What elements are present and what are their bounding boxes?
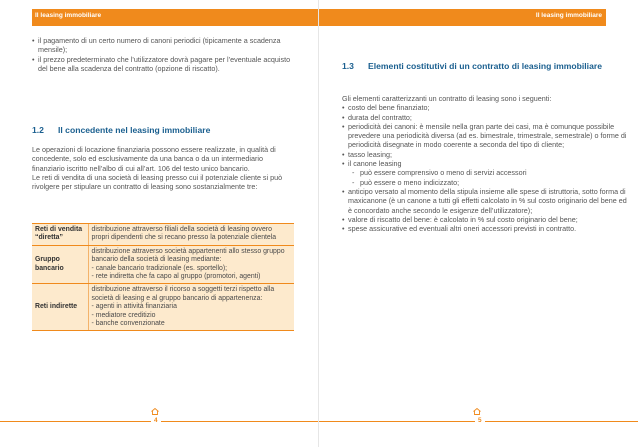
right-body (342, 94, 627, 233)
table-label: Reti di vendita “diretta” (32, 224, 88, 246)
list-item: • anticipo versato al momento della stipula insieme alle spese di istruttoria, sotto forma di maxicanone (è un canone a tutti gli effetti calcolato in % sul costo originario del bene ed è concordato anche secondo le esigenze dell’utilizzatore); (342, 187, 627, 215)
table-line: distribuzione attraverso il ricorso a soggetti terzi rispetto alla società di leasing e al gruppo bancario di appartenenza: (91, 286, 275, 302)
left-intro (32, 36, 294, 73)
section-title: Il concedente nel leasing immobiliare (58, 125, 211, 135)
left-header-title: Il leasing immobiliare (35, 12, 102, 19)
list-item: • il prezzo predeterminato che l’utilizzatore dovrà pagare per l’eventuale acquisto del bene alla scadenza del contratto (opzione di riscatto). (32, 55, 294, 74)
table-line: - rete indiretta che fa capo al gruppo (promotori, agenti) (91, 273, 261, 281)
table-line: - canale bancario tradizionale (es. sportello); (91, 264, 228, 272)
list-item: • durata del contratto; (342, 113, 627, 122)
table-line: - agenti in attività finanziaria (91, 303, 177, 311)
right-header-bar (319, 9, 606, 26)
elements-list (342, 103, 627, 233)
table-desc (88, 245, 294, 284)
table-row (32, 284, 294, 331)
table-line: distribuzione attraverso società appartenenti allo stesso gruppo bancario della società di leasing mediante: (91, 247, 285, 264)
intro-paragraph: Gli elementi caratterizzanti un contratto di leasing sono i seguenti: (342, 94, 552, 103)
table-desc (88, 284, 294, 331)
house-icon (151, 408, 159, 415)
paragraph: Le reti di vendita di una società di leasing presso cui il potenziale cliente si può rivolgere per stipulare un contratto di leasing sono sostanzialmente tre: (32, 172, 283, 192)
right-page (319, 0, 638, 447)
section-number: 1.2 (32, 125, 44, 135)
list-item: • periodicità dei canoni: è mensile nella gran parte dei casi, ma è comunque possibile prevedere una periodicità diversa (ad es. bimestrale, trimestrale, semestrale) o forme di periodicità disegnate in modo coerente a seconda del tipo di cliente; (342, 122, 627, 150)
sales-network-table (32, 223, 294, 331)
section-heading-1-2 (32, 125, 294, 135)
right-header-title: Il leasing immobiliare (535, 12, 602, 19)
list-item: • tasso leasing; (342, 150, 627, 159)
table-desc (88, 224, 294, 246)
paragraph: Le operazioni di locazione finanziaria possono essere realizzate, in qualità di concedente, solo ed esclusivamente da una banca o da un intermediario finanziario iscritto nell’albo di cui all’art. 106 del testo unico bancario. (32, 145, 276, 173)
page-number: 5 (475, 417, 485, 424)
list-item (342, 159, 627, 187)
house-icon (473, 408, 481, 415)
list-item: • costo del bene finanziato; (342, 103, 627, 112)
sub-list-item: - può essere comprensivo o meno di servizi accessori (348, 168, 627, 177)
list-item: • spese assicurative ed eventuali altri oneri accessori previsti in contratto. (342, 224, 627, 233)
list-item: • valore di riscatto del bene: è calcolato in % sul costo originario del bene; (342, 215, 627, 224)
list-item: • il pagamento di un certo numero di canoni periodici (tipicamente a scadenza mensile); (32, 36, 294, 55)
table-line: - mediatore creditizio (91, 311, 156, 319)
table-label: Reti indirette (32, 284, 88, 331)
left-header-bar (32, 9, 319, 26)
left-intro-bullets (32, 36, 294, 73)
table-line: - banche convenzionate (91, 320, 165, 328)
sub-list (348, 168, 627, 187)
left-body (32, 145, 294, 191)
table-row (32, 245, 294, 284)
section-title: Elementi costitutivi di un contratto di leasing immobiliare (368, 61, 602, 71)
sub-list-item: - può essere o meno indicizzato; (348, 178, 627, 187)
section-number: 1.3 (342, 61, 354, 71)
section-heading-1-3 (342, 61, 627, 71)
list-item-text: il canone leasing (348, 159, 402, 169)
table-line: distribuzione attraverso filiali della società di leasing ovvero propri dipendenti che si recano presso la potenziale clientela (91, 226, 277, 242)
table-row (32, 224, 294, 246)
table-label: Gruppo bancario (32, 245, 88, 284)
page-number: 4 (151, 417, 161, 424)
